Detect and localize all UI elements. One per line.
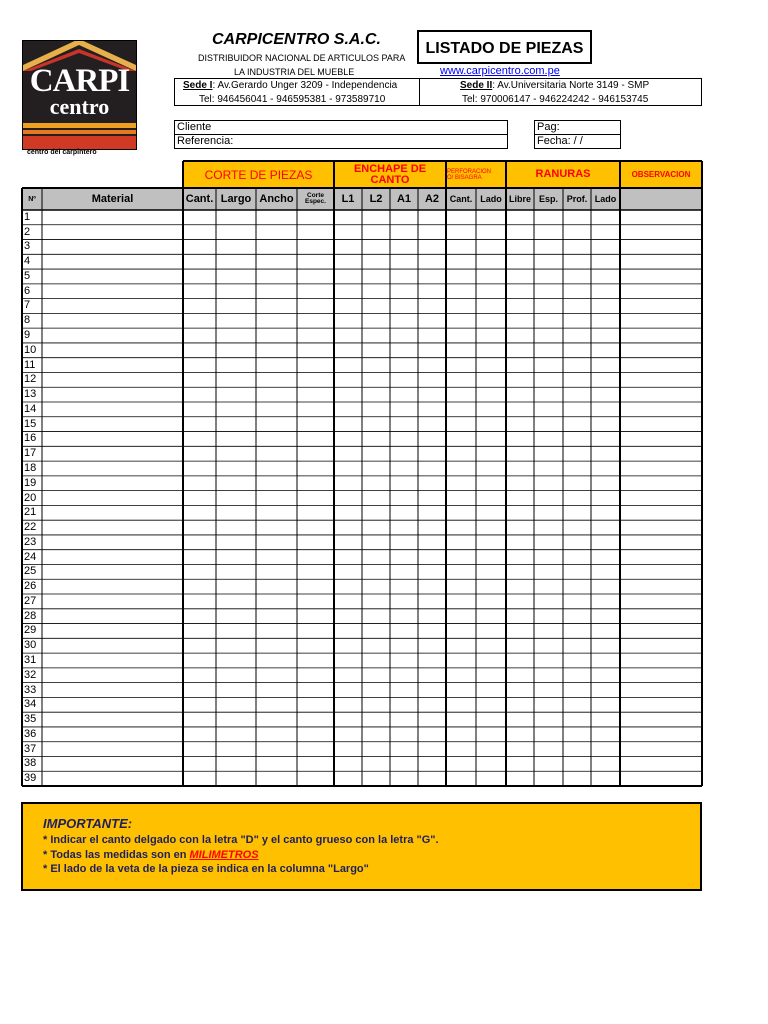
important-line-2-text: * Todas las medidas son en: [43, 849, 190, 861]
logo-caption: centro del carpintero: [27, 149, 97, 156]
row-number: 9: [24, 329, 31, 342]
sede-2-label: Sede II: [460, 80, 493, 91]
row-number: 11: [24, 358, 36, 371]
row-number: 16: [24, 432, 37, 445]
row-number: 3: [24, 240, 31, 253]
sede-1-phone: Tel: 946456041 - 946595381 - 973589710: [199, 94, 386, 105]
row-number: 27: [24, 594, 37, 607]
logo-word-carpi: CARPI: [29, 63, 130, 99]
espec-label: Espec.: [305, 198, 326, 205]
sede-1-label: Sede I: [183, 80, 213, 91]
row-number: 4: [24, 255, 31, 268]
fecha-field[interactable]: Fecha: / /: [534, 134, 621, 149]
row-number: 24: [24, 550, 37, 563]
row-number: 30: [24, 639, 37, 652]
row-number: 28: [24, 609, 37, 622]
row-number: 22: [24, 521, 37, 534]
col-header-10: A2: [424, 192, 440, 205]
col-header-4: Ancho: [259, 192, 294, 205]
col-header-3: Largo: [220, 192, 252, 205]
perforacion-line-2: O/ BISAGRA: [447, 174, 482, 181]
important-title: IMPORTANTE:: [43, 816, 133, 831]
col-header-14: Esp.: [538, 193, 558, 204]
row-number: 6: [24, 284, 31, 297]
important-line-3: * El lado de la veta de la pieza se indica en la columna "Largo": [43, 863, 369, 875]
row-number: 39: [24, 772, 37, 785]
col-header-9: A1: [396, 192, 412, 205]
row-number: 34: [24, 698, 37, 711]
website-link[interactable]: www.carpicentro.com.pe: [440, 65, 560, 77]
col-header-12: Lado: [480, 193, 502, 204]
row-number: 32: [24, 668, 37, 681]
row-number: 38: [24, 757, 37, 770]
group-perforacion: [447, 161, 505, 188]
col-header-0: Nº: [28, 195, 36, 203]
referencia-field[interactable]: Referencia:: [174, 134, 508, 149]
pag-field[interactable]: Pag:: [534, 120, 621, 135]
col-header-11: Cant.: [449, 193, 473, 204]
important-line-1: * Indicar el canto delgado con la letra "D" y el canto grueso con la letra "G".: [43, 834, 439, 846]
row-number: 37: [24, 742, 37, 755]
row-number: 12: [24, 373, 37, 386]
row-number: 15: [24, 417, 37, 430]
row-number: 19: [24, 476, 37, 489]
row-number: 20: [24, 491, 37, 504]
row-number: 10: [24, 343, 37, 356]
row-number: 26: [24, 580, 37, 593]
row-number: 7: [24, 299, 31, 312]
row-number: 31: [24, 653, 37, 666]
row-number: 8: [24, 314, 31, 327]
sede-2-address: : Av.Universitaria Norte 3149 - SMP: [492, 80, 650, 91]
sede-2-phone: Tel: 970006147 - 946224242 - 946153745: [462, 94, 649, 105]
row-number: 14: [24, 402, 37, 415]
group-ranuras: RANURAS: [535, 168, 591, 180]
row-number: 1: [24, 210, 31, 223]
row-number: 36: [24, 727, 37, 740]
row-number: 17: [24, 447, 37, 460]
tagline-line-1: DISTRIBUIDOR NACIONAL DE ARTICULOS PARA: [198, 53, 406, 63]
row-number: 23: [24, 535, 37, 548]
group-corte-de-piezas: CORTE DE PIEZAS: [204, 167, 313, 182]
perforacion-line-1: PERFORACION: [447, 168, 492, 175]
row-number: 21: [24, 506, 37, 519]
col-header-15: Prof.: [566, 193, 588, 204]
logo-word-centro: centro: [49, 94, 110, 119]
milimetros-emphasis: MILIMETROS: [189, 849, 259, 861]
group-observacion: OBSERVACION: [631, 169, 691, 179]
row-number: 13: [24, 388, 37, 401]
col-header-13: Libre: [508, 193, 531, 204]
row-number: 2: [24, 225, 31, 238]
col-header-2: Cant.: [185, 192, 214, 205]
corte-label: Corte: [307, 191, 324, 199]
sede-1-address: : Av.Gerardo Unger 3209 - Independencia: [212, 80, 398, 91]
important-line-2: [43, 849, 259, 861]
row-number: 29: [24, 624, 37, 637]
row-number: 25: [24, 565, 37, 578]
important-box: [21, 802, 702, 891]
group-enchape-de-canto: [334, 161, 446, 188]
row-number: 5: [24, 269, 31, 282]
col-header-1: Material: [91, 192, 134, 205]
tagline-line-2: LA INDUSTRIA DEL MUEBLE: [234, 67, 355, 77]
row-number: 35: [24, 713, 37, 726]
document-title: LISTADO DE PIEZAS: [417, 30, 592, 64]
col-header-16: Lado: [594, 193, 617, 204]
row-number: 33: [24, 683, 37, 696]
col-header-corte-espec: [297, 188, 334, 210]
row-number: 18: [24, 461, 37, 474]
col-header-7: L1: [341, 192, 355, 205]
enchape-line-2: CANTO: [370, 173, 410, 186]
cliente-field[interactable]: Cliente: [174, 120, 508, 135]
company-name: CARPICENTRO S.A.C.: [212, 31, 381, 48]
enchape-line-1: ENCHAPE DE: [353, 162, 427, 175]
col-header-8: L2: [369, 192, 383, 205]
